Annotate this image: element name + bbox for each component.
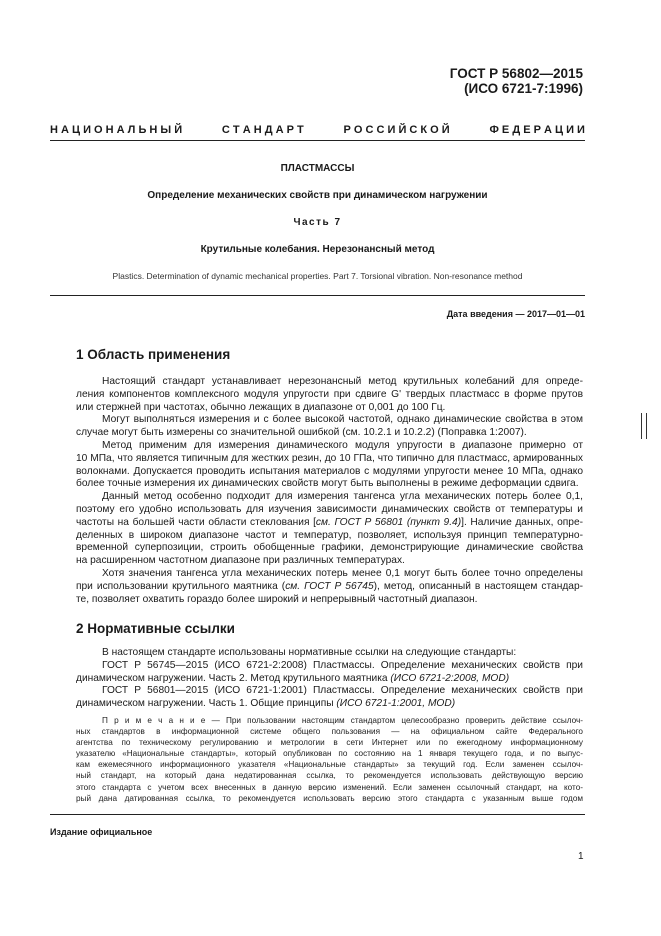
section-2-body xyxy=(76,647,583,711)
title-part: Часть 7 xyxy=(293,217,342,228)
note-l5: кам ежемесячного информационного указателя «Национальные стандарты» за текущий год. Если заменен ссылоч- xyxy=(76,760,583,770)
note-l1-text: — При пользовании настоящим стандартом целесообразно проверить действие ссылоч- xyxy=(211,716,583,725)
s1-p2-l2: случае могут быть измерены со значительной ошибкой (см. 10.2.1 и 10.2.2) (Поправка 1:2007). xyxy=(76,427,527,439)
note-l2: ных стандартов в информационной системе общего пользования — на официальном сайте Федерального xyxy=(76,727,583,737)
s1-p5-l2 xyxy=(76,581,583,594)
s1-p5-l3: те, позволяет охватить гораздо более широкий и непрерывный частотный диапазон. xyxy=(76,593,478,605)
s1-p1-l2: ления компонентов комплексного модуля упругости при сдвиге G' твердых пластмасс в форме прутов xyxy=(76,388,583,400)
page-number: 1 xyxy=(578,851,584,862)
s1-p4-l4: деленных в широком диапазоне частот и температур, позволяет, используя принцип температурно- xyxy=(76,529,583,541)
iso-number: (ИСО 6721-7:1996) xyxy=(464,81,583,96)
note-label: П р и м е ч а н и е xyxy=(102,716,206,725)
note-l7: этого стандарта с учетом всех внесенных в данную версию изменений. Если заменен ссылочный стандарт, на кото- xyxy=(76,782,583,792)
s1-p4-l3-post: ]. Наличие данных, опре- xyxy=(461,516,583,528)
note-l6: ный стандарт, на который дана недатированная ссылка, то рекомендуется использовать действующую версию xyxy=(76,771,583,781)
s1-p5-ref: см. ГОСТ Р 56745 xyxy=(285,580,374,592)
edition-label: Издание официальное xyxy=(50,827,153,837)
s1-p3-l4: более точные измерения их динамических свойств могут быть выполнены в режиме деформации сдвига. xyxy=(76,478,579,490)
s2-intro: В настоящем стандарте использованы нормативные ссылки на следующие стандарты: xyxy=(102,647,517,658)
s1-p4-l6: на расширенном частотном диапазоне при различных температурах. xyxy=(76,555,405,567)
s1-p3-l2: 10 МПа, что является типичным для жестких резин, до 10 ГПа, что типично для пластмасс, армированных xyxy=(76,452,583,464)
footer-divider xyxy=(50,814,585,815)
s1-p5-l1: Хотя значения тангенса угла механических потерь менее 0,1 могут быть более точно определены xyxy=(102,567,583,579)
title-divider xyxy=(50,295,585,296)
s1-p3-l1: Метод применим для измерения динамического модуля упругости в диапазоне примерно от xyxy=(102,439,583,451)
s1-p1-l3: или стержней при частотах, обычно лежащих в диапазоне от 0,001 до 100 Гц. xyxy=(76,401,446,413)
title-sub: Определение механических свойств при динамическом нагружении xyxy=(147,190,488,201)
note-l1 xyxy=(102,715,583,726)
s1-p5-l2-pre: при использовании крутильного маятника ( xyxy=(76,580,286,592)
note-block xyxy=(76,715,583,804)
standard-number-block xyxy=(450,66,583,96)
s2-ref2-l2 xyxy=(76,698,583,711)
banner-word-3: Р О С С И Й С К О Й xyxy=(343,124,450,136)
s1-p5-l2-post: ), метод, описанный в настоящем стандар- xyxy=(373,580,583,592)
banner-word-1: Н А Ц И О Н А Л Ь Н Ы Й xyxy=(50,124,183,136)
s2-ref1-l1: ГОСТ Р 56745—2015 (ИСО 6721-2:2008) Пластмассы. Определение механических свойств при xyxy=(102,659,583,671)
note-l4: указателю «Национальные стандарты», который опубликован по состоянию на 1 января текущего года, и по выпус- xyxy=(76,749,583,759)
s2-ref2-iso: (ИСО 6721-1:2001, MOD) xyxy=(336,698,456,710)
change-bar xyxy=(641,413,647,439)
s2-ref2-l1: ГОСТ Р 56801—2015 (ИСО 6721-1:2001) Пластмассы. Определение механических свойств при xyxy=(102,685,583,697)
national-standard-banner xyxy=(50,124,585,136)
s1-p2-l1: Могут выполняться измерения и с более высокой частотой, однако динамические свойства в этом xyxy=(102,414,583,426)
s1-p4-l2: поэтому его удобно использовать для изучения зависимости динамических свойств от температуры и xyxy=(76,503,583,515)
s1-p4-l3 xyxy=(76,517,583,530)
section-2-heading: 2 Нормативные ссылки xyxy=(76,621,235,636)
s1-p4-l5: временной суперпозиции, строить обобщенные графики, демонстрирующие динамические свойства xyxy=(76,542,583,554)
s1-p4-l3-pre: частоты на большей части области стеклования [ xyxy=(76,516,316,528)
standard-number: ГОСТ Р 56802—2015 xyxy=(449,66,583,81)
banner-word-4: Ф Е Д Е Р А Ц И И xyxy=(489,124,585,136)
note-l3: агентства по техническому регулированию и метрологии в сети Интернет или по ежегодному информационному xyxy=(76,738,583,748)
s1-p1-l1: Настоящий стандарт устанавливает нерезонансный метод крутильных колебаний для опреде- xyxy=(102,376,583,387)
s2-ref1-l2-pre: динамическом нагружении. Часть 2. Метод крутильного маятника xyxy=(76,672,391,684)
top-divider xyxy=(50,140,585,141)
banner-word-2: С Т А Н Д А Р Т xyxy=(221,124,304,136)
title-main: ПЛАСТМАССЫ xyxy=(280,163,355,174)
section-1-heading: 1 Область применения xyxy=(76,347,231,362)
s1-p4-l1: Данный метод особенно подходит для измерения тангенса угла механических потерь более 0,1, xyxy=(102,491,583,503)
title-part-name: Крутильные колебания. Нерезонансный метод xyxy=(200,244,435,255)
s2-ref1-iso: (ИСО 6721-2:2008, MOD) xyxy=(390,672,510,684)
s2-ref1-l2 xyxy=(76,673,583,686)
s1-p4-ref: см. ГОСТ Р 56801 (пункт 9.4) xyxy=(315,516,462,528)
intro-date: Дата введения — 2017—01—01 xyxy=(446,309,585,319)
note-l8: рый дана датированная ссылка, то рекомендуется использовать версию этого стандарта с указанным выше годом xyxy=(76,793,583,803)
s2-ref2-l2-pre: динамическом нагружении. Часть 1. Общие принципы xyxy=(76,698,337,710)
section-1-body xyxy=(76,376,583,606)
s1-p3-l3: волокнами. Допускается проводить испытания материалов с модулями упругости менее 10 МПа, однако xyxy=(76,465,583,477)
english-title: Plastics. Determination of dynamic mechanical properties. Part 7. Torsional vibration. Non-resonance method xyxy=(112,271,523,281)
